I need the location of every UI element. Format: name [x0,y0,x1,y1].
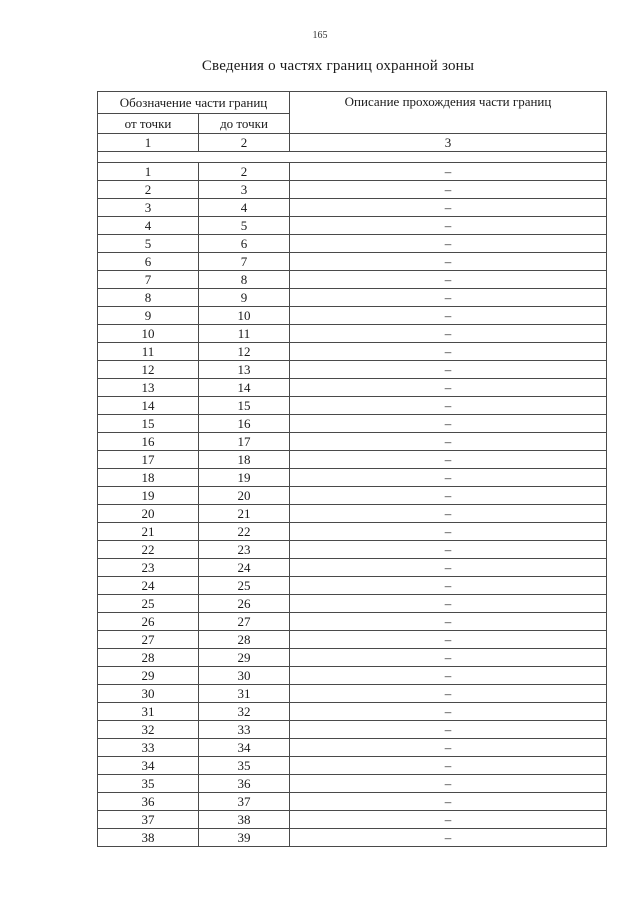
table-row [98,739,607,757]
from-point-cell: 22 [98,541,199,559]
table-row [98,325,607,343]
from-point-cell: 3 [98,199,199,217]
boundary-parts-table [97,91,607,847]
table-row [98,235,607,253]
description-cell: – [290,433,607,451]
table-row [98,703,607,721]
description-cell: – [290,505,607,523]
table-row [98,757,607,775]
from-point-cell: 16 [98,433,199,451]
table-row [98,469,607,487]
description-cell: – [290,757,607,775]
header-boundary-designation: Обозначение части границ [98,92,290,114]
from-point-cell: 31 [98,703,199,721]
table-spacer-row [98,152,607,163]
table-row [98,217,607,235]
to-point-cell: 13 [199,361,290,379]
table-row [98,595,607,613]
from-point-cell: 24 [98,577,199,595]
description-cell: – [290,415,607,433]
from-point-cell: 5 [98,235,199,253]
description-cell: – [290,631,607,649]
to-point-cell: 27 [199,613,290,631]
table-row [98,829,607,847]
table-row [98,685,607,703]
description-cell: – [290,253,607,271]
table-row [98,793,607,811]
column-number-2: 2 [199,134,290,152]
description-cell: – [290,523,607,541]
description-cell: – [290,469,607,487]
from-point-cell: 32 [98,721,199,739]
description-cell: – [290,649,607,667]
from-point-cell: 1 [98,163,199,181]
to-point-cell: 14 [199,379,290,397]
description-cell: – [290,793,607,811]
table-row [98,505,607,523]
from-point-cell: 18 [98,469,199,487]
from-point-cell: 7 [98,271,199,289]
table-row [98,487,607,505]
from-point-cell: 13 [98,379,199,397]
to-point-cell: 8 [199,271,290,289]
description-cell: – [290,235,607,253]
table-row [98,307,607,325]
table-row [98,613,607,631]
to-point-cell: 20 [199,487,290,505]
table-row [98,775,607,793]
from-point-cell: 20 [98,505,199,523]
description-cell: – [290,775,607,793]
to-point-cell: 18 [199,451,290,469]
table-row [98,361,607,379]
table-row [98,649,607,667]
description-cell: – [290,199,607,217]
from-point-cell: 14 [98,397,199,415]
from-point-cell: 28 [98,649,199,667]
description-cell: – [290,343,607,361]
table-row [98,721,607,739]
description-cell: – [290,721,607,739]
from-point-cell: 35 [98,775,199,793]
to-point-cell: 39 [199,829,290,847]
table-row [98,523,607,541]
to-point-cell: 16 [199,415,290,433]
description-cell: – [290,541,607,559]
to-point-cell: 12 [199,343,290,361]
table-row [98,541,607,559]
from-point-cell: 10 [98,325,199,343]
to-point-cell: 28 [199,631,290,649]
description-cell: – [290,613,607,631]
from-point-cell: 8 [98,289,199,307]
from-point-cell: 4 [98,217,199,235]
to-point-cell: 19 [199,469,290,487]
to-point-cell: 2 [199,163,290,181]
table-row [98,199,607,217]
to-point-cell: 11 [199,325,290,343]
from-point-cell: 36 [98,793,199,811]
table-body [98,163,607,847]
from-point-cell: 23 [98,559,199,577]
from-point-cell: 26 [98,613,199,631]
description-cell: – [290,595,607,613]
to-point-cell: 29 [199,649,290,667]
column-number-3: 3 [290,134,607,152]
table-row [98,433,607,451]
to-point-cell: 36 [199,775,290,793]
to-point-cell: 24 [199,559,290,577]
table-row [98,397,607,415]
description-cell: – [290,451,607,469]
description-cell: – [290,217,607,235]
to-point-cell: 7 [199,253,290,271]
table-row [98,271,607,289]
from-point-cell: 17 [98,451,199,469]
to-point-cell: 15 [199,397,290,415]
from-point-cell: 19 [98,487,199,505]
to-point-cell: 22 [199,523,290,541]
table-row [98,631,607,649]
description-cell: – [290,379,607,397]
header-to-point: до точки [199,114,290,134]
description-cell: – [290,289,607,307]
description-cell: – [290,271,607,289]
description-cell: – [290,667,607,685]
to-point-cell: 35 [199,757,290,775]
description-cell: – [290,325,607,343]
from-point-cell: 15 [98,415,199,433]
from-point-cell: 29 [98,667,199,685]
from-point-cell: 37 [98,811,199,829]
table-row [98,577,607,595]
page-number: 165 [312,30,328,41]
table-row [98,253,607,271]
table-row [98,451,607,469]
description-cell: – [290,577,607,595]
description-cell: – [290,739,607,757]
page-title: Сведения о частях границ охранной зоны [201,58,475,74]
description-cell: – [290,487,607,505]
from-point-cell: 2 [98,181,199,199]
from-point-cell: 12 [98,361,199,379]
table-row [98,289,607,307]
table-row [98,181,607,199]
from-point-cell: 27 [98,631,199,649]
from-point-cell: 6 [98,253,199,271]
table-row [98,559,607,577]
table-row [98,811,607,829]
description-cell: – [290,307,607,325]
description-cell: – [290,703,607,721]
table-row [98,379,607,397]
table-row [98,343,607,361]
description-cell: – [290,811,607,829]
description-cell: – [290,559,607,577]
table-row [98,415,607,433]
from-point-cell: 34 [98,757,199,775]
to-point-cell: 4 [199,199,290,217]
to-point-cell: 37 [199,793,290,811]
to-point-cell: 31 [199,685,290,703]
to-point-cell: 5 [199,217,290,235]
to-point-cell: 23 [199,541,290,559]
description-cell: – [290,181,607,199]
to-point-cell: 6 [199,235,290,253]
description-cell: – [290,361,607,379]
description-cell: – [290,397,607,415]
to-point-cell: 33 [199,721,290,739]
to-point-cell: 34 [199,739,290,757]
to-point-cell: 9 [199,289,290,307]
to-point-cell: 3 [199,181,290,199]
from-point-cell: 38 [98,829,199,847]
from-point-cell: 21 [98,523,199,541]
table-row [98,667,607,685]
to-point-cell: 32 [199,703,290,721]
to-point-cell: 10 [199,307,290,325]
from-point-cell: 9 [98,307,199,325]
description-cell: – [290,163,607,181]
description-cell: – [290,685,607,703]
to-point-cell: 30 [199,667,290,685]
from-point-cell: 33 [98,739,199,757]
from-point-cell: 25 [98,595,199,613]
column-number-1: 1 [98,134,199,152]
to-point-cell: 17 [199,433,290,451]
to-point-cell: 38 [199,811,290,829]
header-from-point: от точки [98,114,199,134]
description-cell: – [290,829,607,847]
table-row [98,163,607,181]
from-point-cell: 11 [98,343,199,361]
to-point-cell: 25 [199,577,290,595]
to-point-cell: 26 [199,595,290,613]
to-point-cell: 21 [199,505,290,523]
from-point-cell: 30 [98,685,199,703]
header-description: Описание прохождения части границ [290,92,607,134]
